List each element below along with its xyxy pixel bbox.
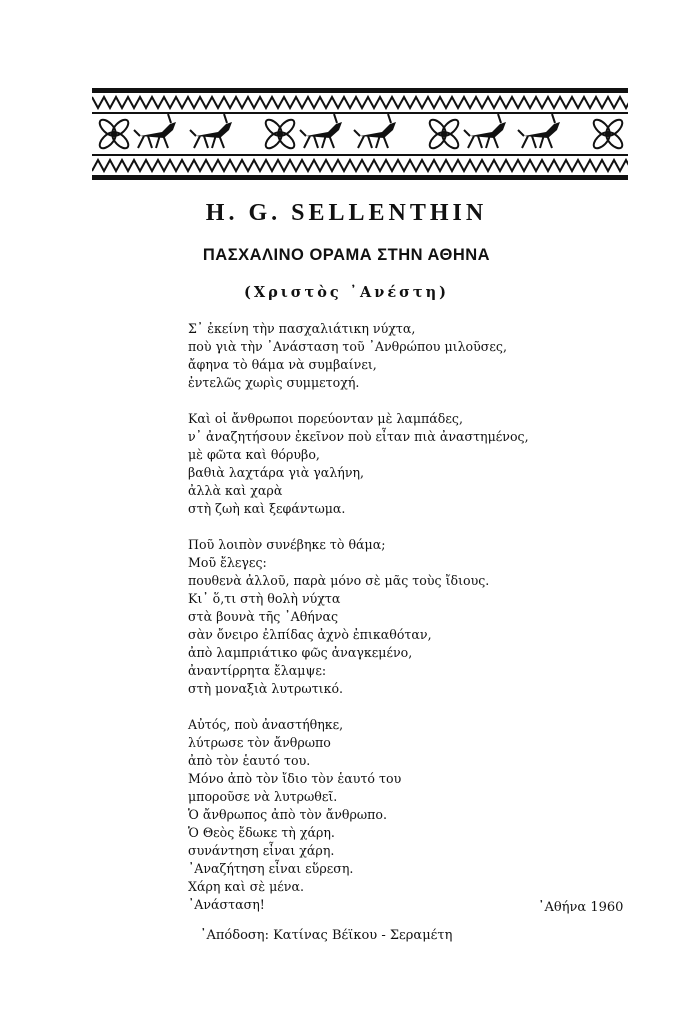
place-date: ᾿Αθήνα 1960 — [538, 900, 624, 915]
poem-line: ἀπὸ λαμπριάτικο φῶς ἀναγκεμένο, — [188, 645, 413, 660]
poem-line: ἀλλὰ καὶ χαρὰ — [188, 483, 283, 498]
animal-motif-icon — [518, 114, 560, 148]
poem-line: ν᾿ ἀναζητήσουν ἐκεῖνον ποὺ εἶταν πιὰ ἀναστημένος, — [188, 429, 529, 444]
animal-motif-icon — [354, 114, 396, 148]
author-name: H. G. SELLENTHIN — [205, 200, 488, 226]
animal-motif-icon — [464, 114, 506, 148]
poem-line: στὰ βουνὰ τῆς ᾿Αθήνας — [188, 609, 339, 624]
poem-line: στὴ ζωὴ καὶ ξεφάντωμα. — [188, 501, 346, 516]
poem-line: Ποῦ λοιπὸν συνέβηκε τὸ θάμα; — [188, 537, 386, 552]
poem-subtitle: (Χριστὸς ᾿Ανέστη) — [244, 284, 449, 301]
folk-ornament-banner-icon — [92, 88, 628, 180]
stanza — [188, 716, 608, 914]
poem-line: ᾿Ανάσταση! — [188, 897, 265, 912]
poem-line: Μοῦ ἔλεγες: — [188, 555, 267, 570]
flower-motif-icon — [263, 117, 297, 151]
poem-line: πουθενὰ ἀλλοῦ, παρὰ μόνο σὲ μᾶς τοὺς ἴδιους. — [188, 573, 490, 588]
poem-line: ποὺ γιὰ τὴν ᾿Ανάσταση τοῦ ᾿Ανθρώπου μιλοῦσες, — [188, 339, 507, 354]
poem-title: ΠΑΣΧΑΛΙΝΟ ΟΡΑΜΑ ΣΤΗΝ ΑΘΗΝΑ — [202, 246, 491, 264]
stanza — [188, 320, 608, 392]
flower-motif-icon — [97, 117, 131, 151]
stanza — [188, 410, 608, 518]
poem-line: μὲ φῶτα καὶ θόρυβο, — [188, 447, 320, 462]
flower-motif-icon — [591, 117, 625, 151]
poem-line: ἐντελῶς χωρὶς συμμετοχή. — [188, 375, 360, 390]
poem-line: Ὁ Θεὸς ἔδωκε τὴ χάρη. — [188, 825, 335, 840]
poem-line: Ὁ ἄνθρωπος ἀπὸ τὸν ἄνθρωπο. — [188, 807, 388, 822]
flower-motif-icon — [427, 117, 461, 151]
poem-body — [188, 320, 608, 932]
poem-line: ἀναντίρρητα ἔλαμψε: — [188, 663, 327, 678]
poem-line: στὴ μοναξιὰ λυτρωτικό. — [188, 681, 344, 696]
poem-line: Σ᾿ ἐκείνη τὴν πασχαλιάτικη νύχτα, — [188, 321, 416, 336]
poem-line: συνάντηση εἶναι χάρη. — [188, 843, 335, 858]
poem-line: Κι᾿ ὅ,τι στὴ θολὴ νύχτα — [188, 591, 341, 606]
poem-line: βαθιὰ λαχτάρα γιὰ γαλήνη, — [188, 465, 365, 480]
translation-credit: ᾿Απόδοση: Κατίνας Βέϊκου - Σεραμέτη — [200, 928, 453, 943]
poem-line: ᾿Αναζήτηση εἶναι εὕρεση. — [188, 861, 354, 876]
poem-line: Αὐτός, ποὺ ἀναστήθηκε, — [188, 717, 344, 732]
poem-line: Μόνο ἀπὸ τὸν ἴδιο τὸν ἑαυτό του — [188, 771, 402, 786]
stanza — [188, 536, 608, 698]
poem-line: ἄφηνα τὸ θάμα νὰ συμβαίνει, — [188, 357, 377, 372]
poem-line: ἀπὸ τὸν ἑαυτό του. — [188, 753, 311, 768]
animal-motif-icon — [300, 114, 342, 148]
poem-line: λύτρωσε τὸν ἄνθρωπο — [188, 735, 331, 750]
poem-line: Χάρη καὶ σὲ μένα. — [188, 879, 304, 894]
animal-motif-icon — [134, 114, 176, 148]
poem-line: σὰν ὄνειρο ἐλπίδας ἀχνὸ ἐπικαθόταν, — [188, 627, 432, 642]
animal-motif-icon — [190, 114, 232, 148]
poem-line: μποροῦσε νὰ λυτρωθεῖ. — [188, 789, 338, 804]
poem-line: Καὶ οἱ ἄνθρωποι πορεύονταν μὲ λαμπάδες, — [188, 411, 463, 426]
